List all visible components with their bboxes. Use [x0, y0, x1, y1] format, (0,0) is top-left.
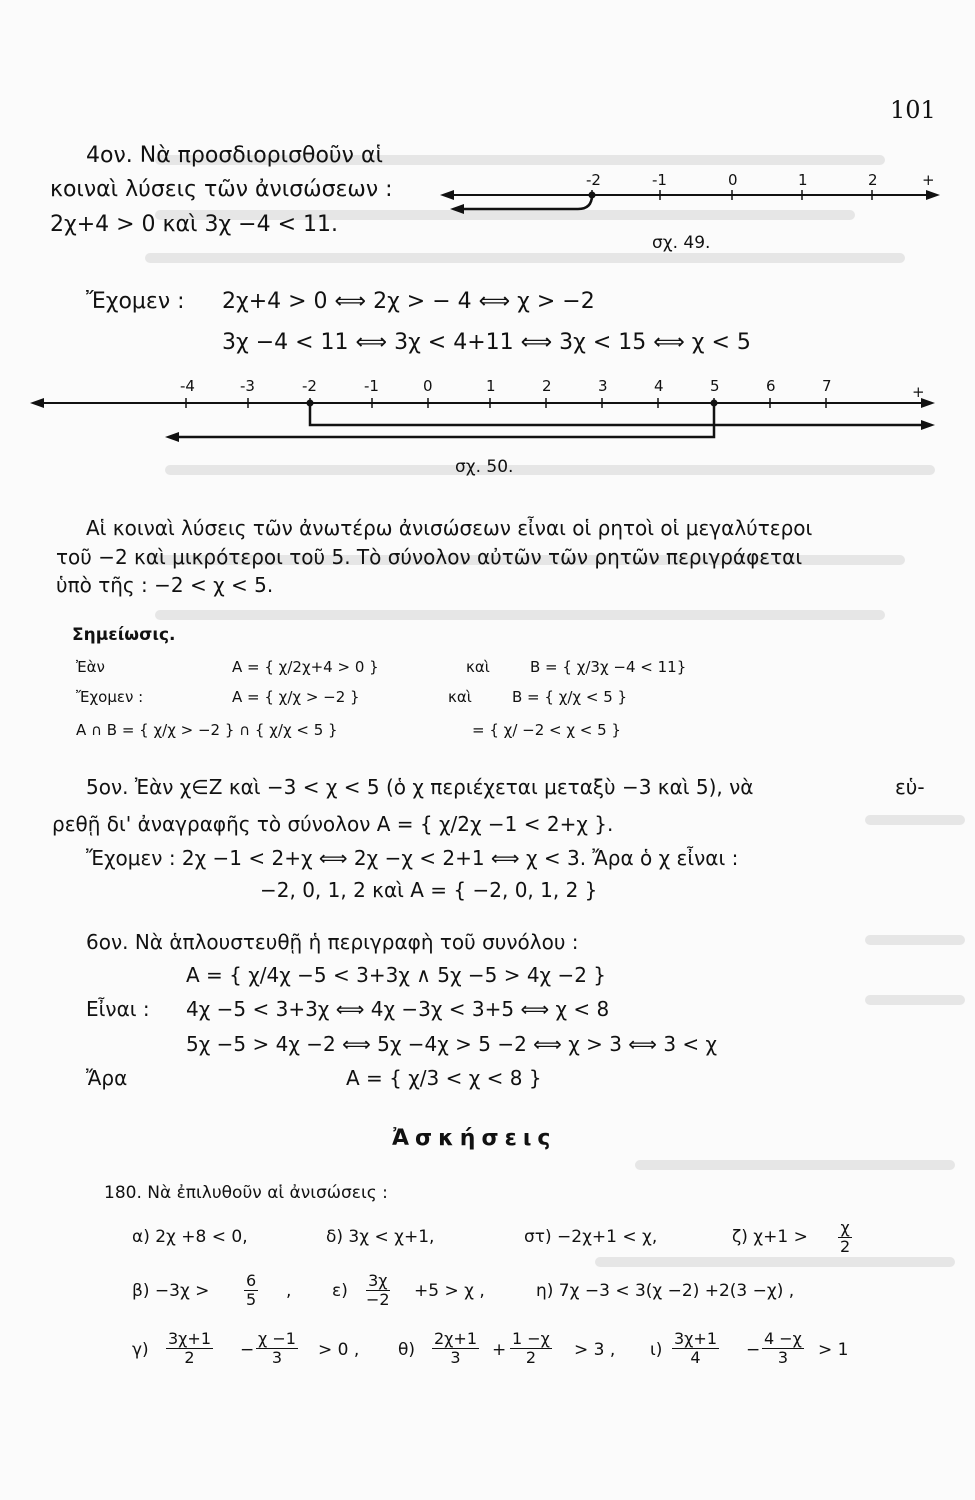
- number-line-fig50: [30, 375, 935, 455]
- fig50-bracket-lower: [175, 403, 714, 437]
- fraction-denominator: 2: [525, 1348, 537, 1367]
- fig49-bracket: [462, 195, 592, 209]
- ex4-line-1: 4ον. Νὰ προσδιορισθοῦν αἱ: [86, 143, 383, 168]
- fig50-tick: -2: [302, 377, 317, 395]
- exercise-a: α) 2χ +8 < 0,: [132, 1227, 248, 1247]
- exercise-z-prefix: ζ) χ+1 >: [732, 1227, 808, 1247]
- fraction-denominator: 5: [246, 1290, 257, 1309]
- ex6-set-definition: A = { χ/4χ −5 < 3+3χ ∧ 5χ −5 > 4χ −2 }: [186, 963, 607, 987]
- fig50-bracket-upper: [310, 403, 925, 425]
- note-row2-label: Ἔχομεν :: [76, 688, 144, 706]
- ex4-line-2: κοιναὶ λύσεις τῶν ἀνισώσεων :: [50, 177, 393, 202]
- fig50-tick: -4: [180, 377, 195, 395]
- fig50-caption: σχ. 50.: [455, 457, 514, 477]
- ex6-line-1: 6ον. Νὰ ἁπλουστευθῇ ἡ περιγραφὴ τοῦ συνόλου :: [86, 930, 579, 954]
- ex4-paragraph-line-1: Αἱ κοιναὶ λύσεις τῶν ἀνωτέρω ἀνισώσεων εἶναι οἱ ρητοὶ οἱ μεγαλύτεροι: [86, 516, 813, 540]
- exercise-e-fraction: [364, 1272, 392, 1309]
- fraction-numerator: 4 −χ: [764, 1329, 802, 1348]
- fig49-tick: 1: [798, 171, 808, 189]
- fig50-tick: 1: [486, 377, 496, 395]
- exercise-h: η) 7χ −3 < 3(χ −2) +2(3 −χ) ,: [536, 1281, 795, 1301]
- exercises-heading: Ἀσκήσεις: [392, 1126, 557, 1151]
- exercise-i-minus: −: [746, 1340, 761, 1360]
- exercise-g-prefix: γ): [132, 1340, 149, 1360]
- ex5-line-1-end: εὑ-: [895, 775, 925, 799]
- fraction-numerator: 3χ+1: [168, 1329, 212, 1348]
- number-line-fig49: [440, 165, 940, 225]
- exercise-g-fraction-2: [256, 1330, 298, 1367]
- fraction-denominator: 4: [690, 1348, 701, 1367]
- ex6-line-4: 5χ −5 > 4χ −2 ⟺ 5χ −4χ > 5 −2 ⟺ χ > 3 ⟺ 3 < χ: [186, 1032, 718, 1056]
- note-row1-set-a: A = { χ/2χ+4 > 0 }: [232, 658, 379, 676]
- ex4-line-3: 2χ+4 > 0 καὶ 3χ −4 < 11.: [50, 212, 338, 237]
- exercise-g-suffix: > 0 ,: [318, 1340, 360, 1360]
- exercise-g-minus: −: [240, 1340, 255, 1360]
- ex4-paragraph-line-2: τοῦ −2 καὶ μικρότεροι τοῦ 5. Τὸ σύνολον αὐτῶν τῶν ρητῶν περιγράφεται: [56, 545, 803, 569]
- fraction-denominator: −2: [366, 1290, 390, 1309]
- exercise-i-fraction-1: [672, 1330, 719, 1367]
- fig50-tick: 2: [542, 377, 552, 395]
- fraction-numerator: 1 −χ: [512, 1329, 550, 1348]
- exercise-th-suffix: > 3 ,: [574, 1340, 616, 1360]
- exercise-b-fraction: [244, 1272, 258, 1309]
- fig50-tick: 5: [710, 377, 720, 395]
- exercise-e-suffix: +5 > χ ,: [414, 1281, 485, 1301]
- fig50-tick: 0: [423, 377, 433, 395]
- exercise-g-fraction-1: [166, 1330, 213, 1367]
- fig50-tick: 6: [766, 377, 776, 395]
- fraction-numerator: 3χ+1: [674, 1329, 718, 1348]
- ex5-line-4: −2, 0, 1, 2 καὶ A = { −2, 0, 1, 2 }: [260, 878, 598, 902]
- ex5-line-3: Ἔχομεν : 2χ −1 < 2+χ ⟺ 2χ −χ < 2+1 ⟺ χ < 3. Ἄρα ὁ χ εἶναι :: [86, 846, 739, 870]
- ex4-equation-2: 3χ −4 < 11 ⟺ 3χ < 4+11 ⟺ 3χ < 15 ⟺ χ < 5: [222, 330, 751, 355]
- fraction-denominator: 2: [184, 1348, 195, 1367]
- exercise-th-plus: +: [492, 1340, 507, 1360]
- fraction-denominator: 3: [777, 1348, 789, 1367]
- exercise-d: δ) 3χ < χ+1,: [326, 1227, 435, 1247]
- exercise-i-fraction-2: [762, 1330, 804, 1367]
- exercise-i-prefix: ι): [650, 1340, 663, 1360]
- fig50-tick: 4: [654, 377, 664, 395]
- exercise-th-prefix: θ): [398, 1340, 416, 1360]
- note-row1-and: καὶ: [466, 658, 490, 676]
- exercise-b-suffix: ,: [286, 1281, 292, 1301]
- note-row3-intersection: A ∩ B = { χ/χ > −2 } ∩ { χ/χ < 5 }: [76, 721, 338, 739]
- note-title: Σημείωσις.: [72, 625, 176, 645]
- fraction-numerator: χ −1: [258, 1329, 296, 1348]
- ex6-is-label: Εἶναι :: [86, 997, 150, 1021]
- fraction-denominator: 2: [840, 1237, 851, 1256]
- ex4-paragraph-line-3: ὑπὸ τῆς : −2 < χ < 5.: [56, 573, 274, 597]
- fraction-numerator: χ: [840, 1218, 850, 1237]
- fig49-tick: -2: [586, 171, 601, 189]
- exercise-th-fraction-2: [510, 1330, 552, 1367]
- fig49-caption: σχ. 49.: [652, 233, 711, 253]
- fig49-tick: 0: [728, 171, 738, 189]
- fig49-tick: -1: [652, 171, 667, 189]
- fig50-tick: +: [912, 383, 925, 401]
- fraction-numerator: 6: [246, 1271, 257, 1290]
- fraction-denominator: 3: [450, 1348, 461, 1367]
- ex4-equation-1: 2χ+4 > 0 ⟺ 2χ > − 4 ⟺ χ > −2: [222, 289, 595, 314]
- exercise-e-prefix: ε): [332, 1281, 348, 1301]
- ex6-therefore-label: Ἄρα: [86, 1066, 128, 1090]
- note-row1-set-b: B = { χ/3χ −4 < 11}: [530, 658, 687, 676]
- ex6-line-3: 4χ −5 < 3+3χ ⟺ 4χ −3χ < 3+5 ⟺ χ < 8: [186, 997, 610, 1021]
- ex4-have-label: Ἔχομεν :: [86, 289, 185, 314]
- exercise-th-fraction-1: [432, 1330, 479, 1367]
- fig50-tick: -1: [364, 377, 379, 395]
- note-row2-set-a: A = { χ/χ > −2 }: [232, 688, 360, 706]
- page-number: 101: [890, 96, 936, 124]
- note-row3-result: = { χ/ −2 < χ < 5 }: [472, 721, 621, 739]
- exercise-180-title: 180. Νὰ ἐπιλυθοῦν αἱ ἀνισώσεις :: [104, 1183, 388, 1203]
- fraction-numerator: 3χ: [368, 1271, 388, 1290]
- fig50-tick: -3: [240, 377, 255, 395]
- exercise-z-fraction: [838, 1219, 852, 1256]
- fig49-tick: +: [922, 171, 935, 189]
- note-row2-set-b: B = { χ/χ < 5 }: [512, 688, 628, 706]
- ex5-line-2: ρεθῇ δι' ἀναγραφῆς τὸ σύνολον A = { χ/2χ −1 < 2+χ }.: [52, 812, 614, 836]
- fraction-denominator: 3: [271, 1348, 283, 1367]
- fig49-left-arrow: [440, 190, 454, 200]
- note-row1-label: Ἐὰν: [76, 658, 105, 676]
- fraction-numerator: 2χ+1: [434, 1329, 478, 1348]
- ex5-line-1: 5ον. Ἐὰν χ∈Z καὶ −3 < χ < 5 (ὁ χ περιέχεται μεταξὺ −3 καὶ 5), νὰ: [86, 775, 754, 799]
- fig50-tick: 7: [822, 377, 832, 395]
- fig49-right-arrow: [926, 190, 940, 200]
- exercise-st: στ) −2χ+1 < χ,: [524, 1227, 658, 1247]
- note-row2-and: καὶ: [448, 688, 472, 706]
- fig50-tick: 3: [598, 377, 608, 395]
- fig49-tick: 2: [868, 171, 878, 189]
- exercise-b-prefix: β) −3χ >: [132, 1281, 210, 1301]
- ex6-result: A = { χ/3 < χ < 8 }: [346, 1066, 542, 1090]
- exercise-i-suffix: > 1: [818, 1340, 849, 1360]
